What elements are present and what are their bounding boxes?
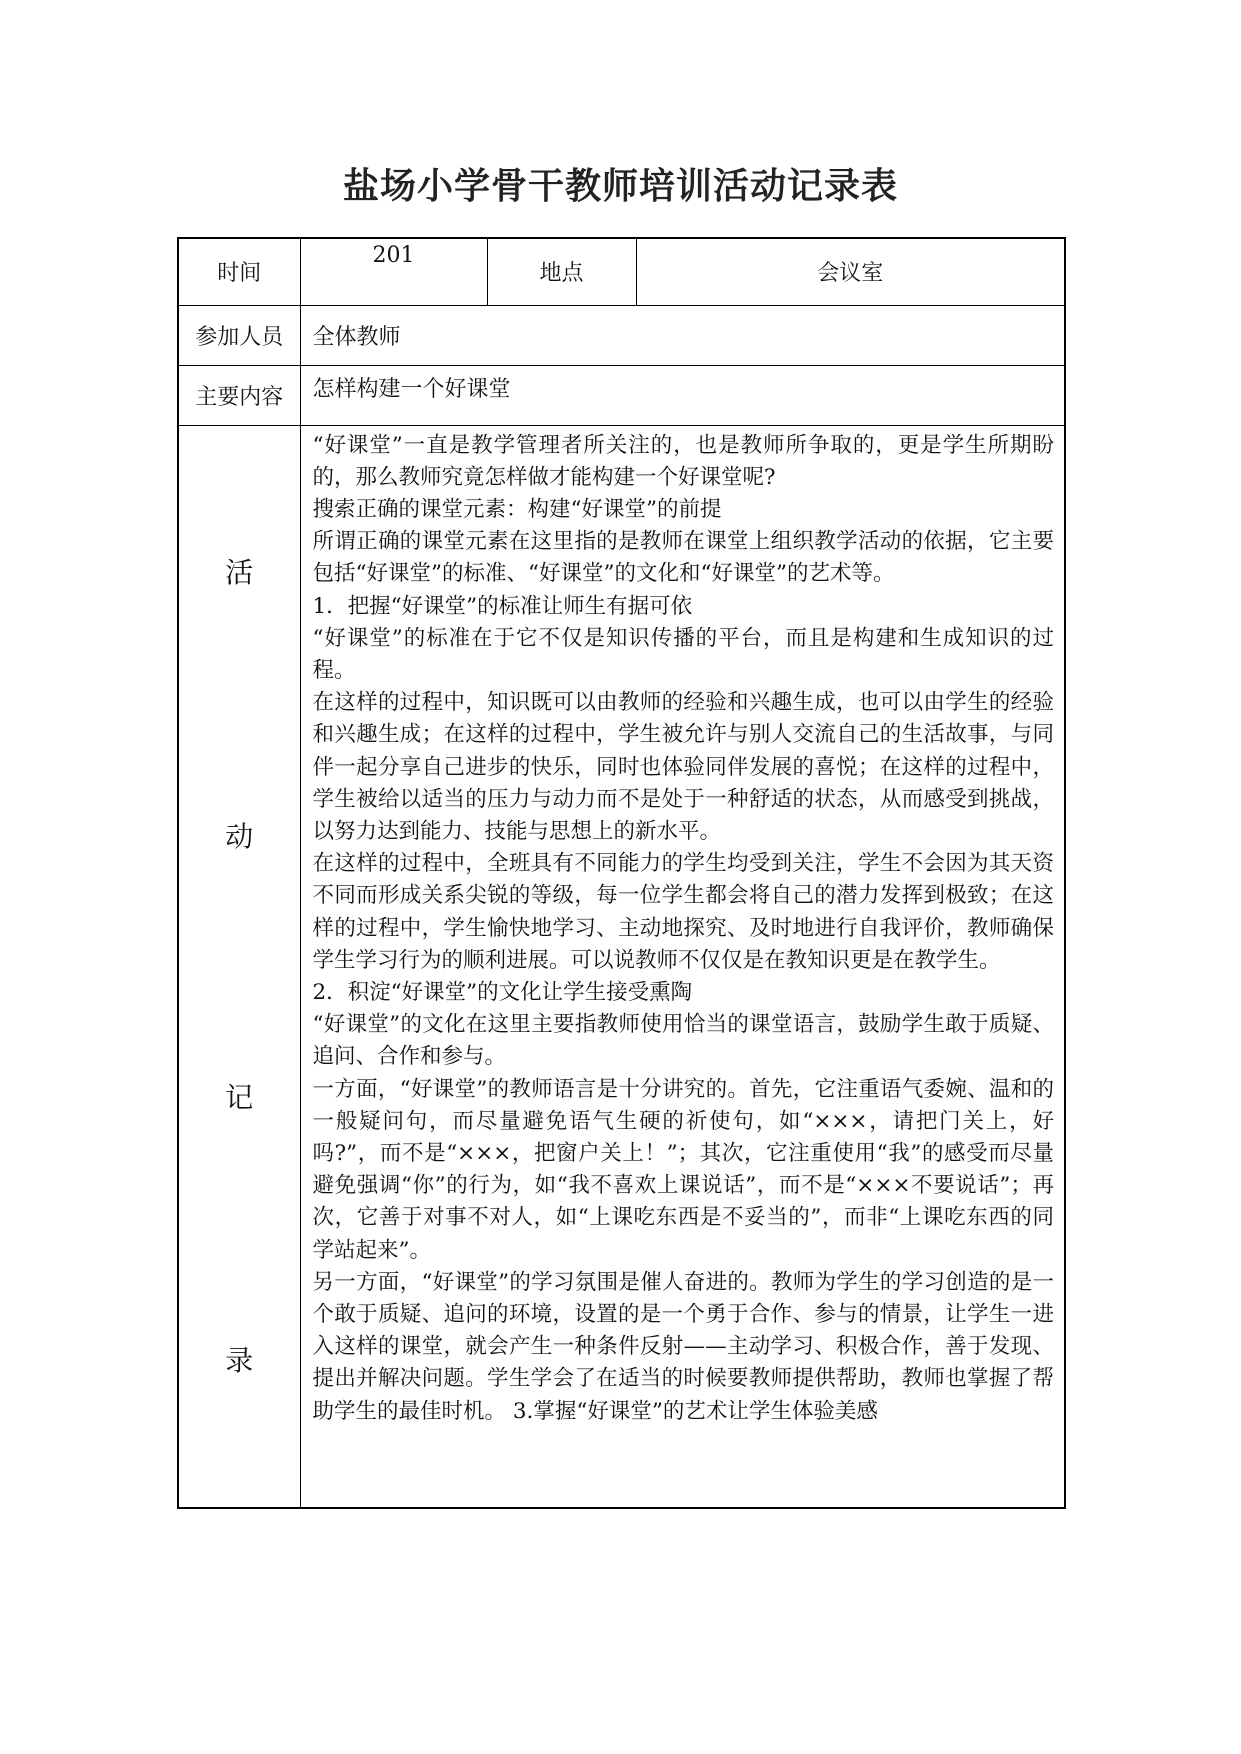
time-location-row [178, 238, 1065, 305]
record-paragraph: 在这样的过程中，全班具有不同能力的学生均受到关注，学生不会因为其天资不同而形成关系尖锐的等级，每一位学生都会将自己的潜力发挥到极致；在这样的过程中，学生愉快地学习、主动地探究、及时地进行自我评价，教师确保学生学习行为的顺利进展。可以说教师不仅仅是在教知识更是在教学生。 [312, 851, 1054, 973]
location-label: 地点 [487, 238, 636, 305]
main-content-label: 主要内容 [178, 365, 300, 425]
record-label-char-2: 动 [225, 819, 254, 853]
record-label-char-1: 活 [225, 555, 254, 589]
time-value: 201 [300, 238, 487, 305]
activity-record-row [178, 425, 1065, 1508]
record-paragraph: “好课堂”的标准在于它不仅是知识传播的平台，而且是构建和生成知识的过程。 [312, 625, 1054, 683]
record-paragraph: 搜索正确的课堂元素：构建“好课堂”的前提 [312, 496, 722, 522]
activity-record-text [300, 425, 1065, 1508]
record-paragraph: 另一方面，“好课堂”的学习氛围是催人奋进的。教师为学生的学习创造的是一个敢于质疑、追问的环境，设置的是一个勇于合作、参与的情景，让学生一进入这样的课堂，就会产生一种条件反射——主动学习、积极合作，善于发现、提出并解决问题。学生学会了在适当的时候要教师提供帮助，教师也掌握了帮助学生的最佳时机。 3.掌握“好课堂”的艺术让学生体验美感 [312, 1269, 1054, 1424]
record-paragraph: “好课堂”的文化在这里主要指教师使用恰当的课堂语言，鼓励学生敢于质疑、追问、合作和参与。 [312, 1012, 1054, 1070]
record-paragraph: “好课堂”一直是教学管理者所关注的，也是教师所争取的，更是学生所期盼的，那么教师究竟怎样做才能构建一个好课堂呢? [312, 432, 1054, 490]
record-paragraph: 2．积淀“好课堂”的文化让学生接受熏陶 [312, 979, 693, 1005]
document-title: 盐场小学骨干教师培训活动记录表 [342, 165, 898, 207]
location-value: 会议室 [636, 238, 1065, 305]
activity-record-label [178, 425, 300, 1508]
activity-record-table [177, 237, 1066, 1509]
record-label-char-4: 录 [225, 1343, 254, 1377]
record-paragraph: 在这样的过程中，知识既可以由教师的经验和兴趣生成，也可以由学生的经验和兴趣生成；在这样的过程中，学生被允许与别人交流自己的生活故事，与同伴一起分享自己进步的快乐，同时也体验同伴发展的喜悦；在这样的过程中，学生被给以适当的压力与动力而不是处于一种舒适的状态，从而感受到挑战，以努力达到能力、技能与思想上的新水平。 [312, 690, 1054, 844]
record-paragraph: 所谓正确的课堂元素在这里指的是教师在课堂上组织教学活动的依据，它主要包括“好课堂”的标准、“好课堂”的文化和“好课堂”的艺术等。 [312, 529, 1054, 587]
participants-label: 参加人员 [178, 305, 300, 365]
record-label-char-3: 记 [225, 1080, 254, 1114]
time-label: 时间 [178, 238, 300, 305]
participants-row [178, 305, 1065, 365]
main-content-row [178, 365, 1065, 425]
record-paragraph: 1．把握“好课堂”的标准让师生有据可依 [312, 593, 693, 619]
participants-value: 全体教师 [300, 305, 1065, 365]
record-paragraph: 一方面，“好课堂”的教师语言是十分讲究的。首先，它注重语气委婉、温和的一般疑问句，而尽量避免语气生硬的祈使句，如“×××，请把门关上，好吗?”，而不是“×××，把窗户关上！”；其次，它注重使用“我”的感受而尽量避免强调“你”的行为，如“我不喜欢上课说话”，而不是“×××不要说话”；再次，它善于对事不对人，如“上课吃东西是不妥当的”，而非“上课吃东西的同学站起来”。 [312, 1076, 1054, 1263]
main-content-value: 怎样构建一个好课堂 [300, 365, 1065, 425]
